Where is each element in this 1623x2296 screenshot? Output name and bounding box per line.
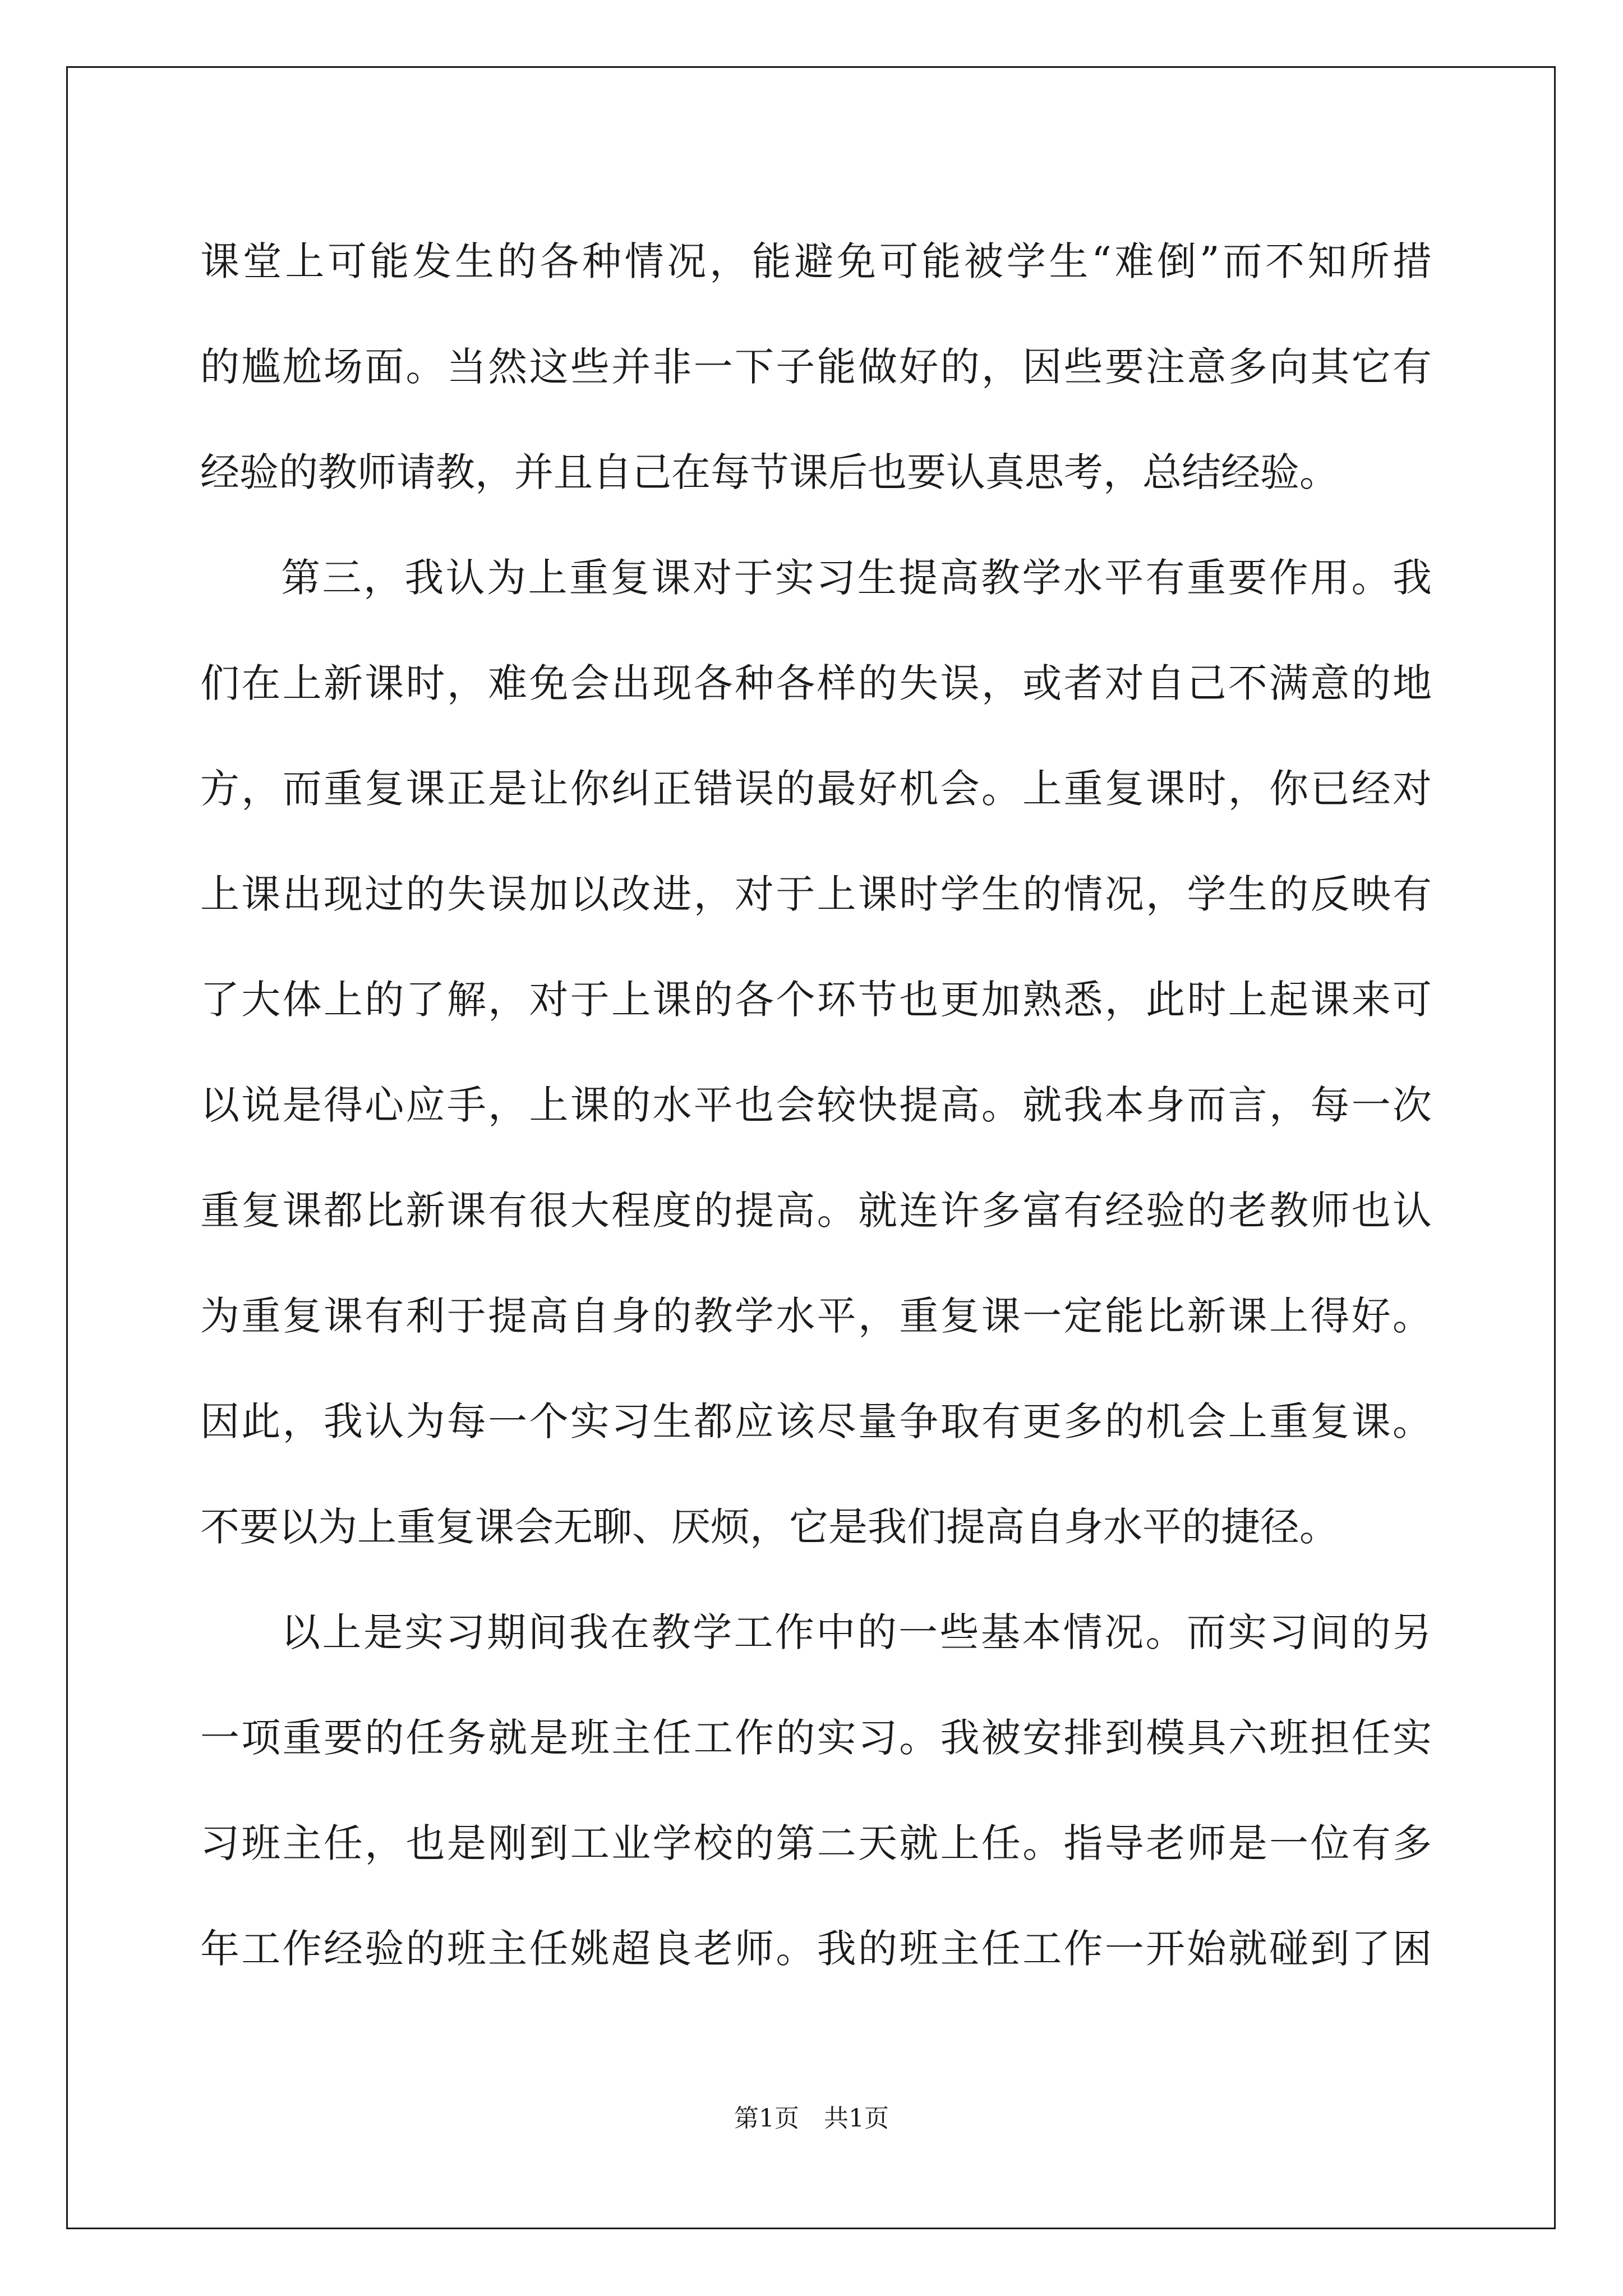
text-line: 的尴尬场面。当然这些并非一下子能做好的，因些要注意多向其它有 <box>200 344 1432 390</box>
text-line: 以说是得心应手，上课的水平也会较快提高。就我本身而言，每一次 <box>200 1082 1432 1128</box>
text-line: 方，而重复课正是让你纠正错误的最好机会。上重复课时，你已经对 <box>200 766 1432 812</box>
text-line: 上课出现过的失误加以改进，对于上课时学生的情况，学生的反映有 <box>200 871 1432 917</box>
text-line: 因此，我认为每一个实习生都应该尽量争取有更多的机会上重复课。 <box>200 1398 1432 1444</box>
text-line: 一项重要的任务就是班主任工作的实习。我被安排到模具六班担任实 <box>200 1715 1432 1761</box>
text-line: 不要以为上重复课会无聊、厌烦，它是我们提高自身水平的捷径。 <box>200 1504 1339 1550</box>
text-line: 为重复课有利于提高自身的教学水平，重复课一定能比新课上得好。 <box>200 1293 1432 1339</box>
text-line: 课堂上可能发生的各种情况，能避免可能被学生“难倒”而不知所措 <box>200 238 1432 284</box>
text-line: 年工作经验的班主任姚超良老师。我的班主任工作一开始就碰到了困 <box>200 1926 1432 1972</box>
text-line: 重复课都比新课有很大程度的提高。就连许多富有经验的老教师也认 <box>200 1188 1432 1234</box>
text-line: 习班主任，也是刚到工业学校的第二天就上任。指导老师是一位有多 <box>200 1820 1432 1866</box>
text-line: 们在上新课时，难免会出现各种各样的失误，或者对自己不满意的地 <box>200 660 1432 706</box>
document-body <box>200 209 1432 2001</box>
page-number-footer: 第1页 共1页 <box>734 2104 889 2133</box>
text-line: 经验的教师请教，并且自己在每节课后也要认真思考，总结经验。 <box>200 449 1339 495</box>
text-line: 第三，我认为上重复课对于实习生提高教学水平有重要作用。我 <box>281 555 1432 601</box>
text-line: 以上是实习期间我在教学工作中的一些基本情况。而实习间的另 <box>281 1609 1432 1655</box>
text-line: 了大体上的了解，对于上课的各个环节也更加熟悉，此时上起课来可 <box>200 977 1432 1023</box>
